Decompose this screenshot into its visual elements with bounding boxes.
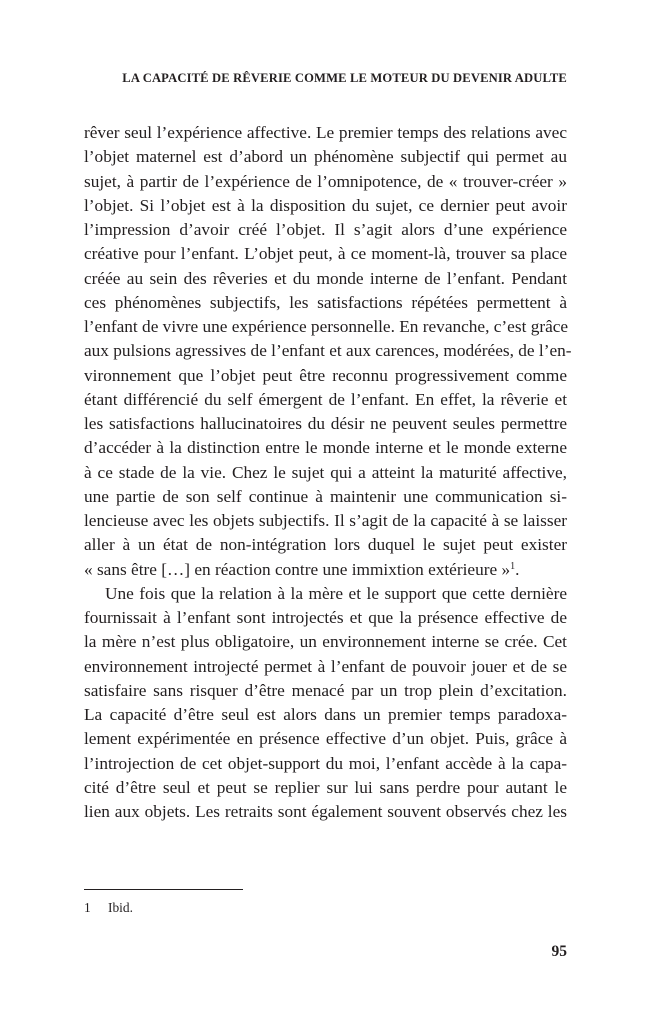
text-line: l’introjection de cet objet-support du moi, l’enfant accède à la capa- — [84, 753, 567, 773]
text-line: lencieuse avec les objets subjectifs. Il s’agit de la capacité à se laisser — [84, 511, 567, 530]
text-line: cité d’être seul et peut se replier sur lui sans perdre pour autant le — [84, 777, 567, 797]
text-line: l’objet. Si l’objet est à la disposition du sujet, ce dernier peut avoir — [84, 195, 567, 215]
text-line: l’objet maternel est d’abord un phénomène subjectif qui permet au — [84, 147, 567, 167]
text-line: créative pour l’enfant. L’objet peut, à ce moment-là, trouver sa place — [84, 244, 567, 264]
sentence-end-period: . — [515, 559, 520, 579]
text-line: l’impression d’avoir créé l’objet. Il s’agit alors d’une expérience — [84, 220, 567, 239]
text-line: lien aux objets. Les retraits sont également souvent observés chez les — [84, 802, 567, 821]
text-line: la mère n’est plus obligatoire, un environnement interne se crée. Cet — [84, 632, 567, 652]
text-line: à ce stade de la vie. Chez le sujet qui a atteint la maturité affective, — [84, 462, 567, 482]
text-line: vironnement que l’objet peut être reconnu progressivement comme — [84, 365, 567, 385]
running-head: LA CAPACITÉ DE RÊVERIE COMME LE MOTEUR DU DEVENIR ADULTE — [122, 71, 567, 85]
footnote-text: Ibid. — [108, 900, 133, 915]
text-line: aller à un état de non-intégration lors duquel le sujet peut exister — [84, 535, 567, 555]
footnote-rule — [84, 889, 243, 890]
text-line: satisfaire sans risquer d’être menacé par un trop plein d’excitation. — [84, 680, 567, 700]
text-line: étant différencié du self émergent de l’enfant. En effet, la rêverie et — [84, 389, 567, 409]
text-line-paragraph-start: Une fois que la relation à la mère et le support que cette dernière — [105, 583, 567, 603]
text-line: l’enfant de vivre une expérience personnelle. En revanche, c’est grâce — [84, 317, 569, 336]
text-line: La capacité d’être seul est alors dans un premier temps paradoxa- — [84, 705, 567, 724]
page-number: 95 — [551, 943, 567, 960]
text-line: ces phénomènes subjectifs, les satisfactions répétées permettent à — [84, 292, 567, 312]
footnote-reference: 1 — [510, 560, 516, 572]
text-line: créée au sein des rêveries et du monde interne de l’enfant. Pendant — [84, 268, 567, 288]
text-line: environnement introjecté permet à l’enfant de pouvoir jouer et de se — [84, 656, 567, 676]
body-text — [84, 121, 572, 824]
text-line: d’accéder à la distinction entre le monde interne et le monde externe — [84, 438, 567, 458]
text-line: aux pulsions agressives de l’enfant et aux carences, modérées, de l’en- — [84, 341, 572, 361]
footnote-number: 1 — [84, 900, 91, 915]
text-line-content: « sans être […] en réaction contre une immixtion extérieure » — [84, 559, 511, 579]
footnote — [84, 900, 133, 916]
text-line: sujet, à partir de l’expérience de l’omnipotence, de « trouver-créer » — [84, 171, 567, 191]
text-line: les satisfactions hallucinatoires du désir ne peuvent seules permettre — [84, 414, 567, 433]
text-line: fournissait à l’enfant sont introjectés et que la présence effective de — [84, 608, 567, 627]
text-line: rêver seul l’expérience affective. Le premier temps des relations avec — [84, 123, 567, 142]
text-line-paragraph-end — [84, 558, 567, 582]
text-line: lement expérimentée en présence effective d’un objet. Puis, grâce à — [84, 729, 567, 749]
text-line: une partie de son self continue à maintenir une communication si- — [84, 486, 567, 506]
